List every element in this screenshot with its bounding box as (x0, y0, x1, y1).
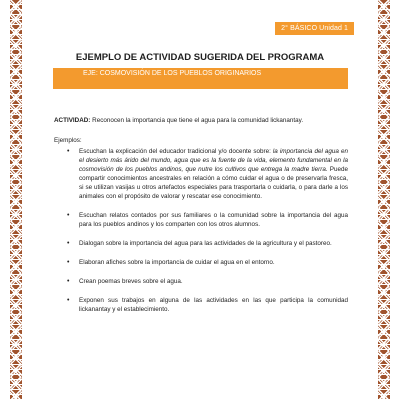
list-item: • Exponen sus trabajos en alguna de las actividades en las que participa la comunidad lickanantay y el establecimiento. (79, 296, 348, 314)
examples-label: Ejemplos: (54, 137, 82, 144)
activity-statement (54, 116, 348, 125)
activity-text: Reconocen la importancia que tiene el agua para la comunidad lickanantay. (90, 117, 304, 124)
activity-label: ACTIVIDAD: (54, 117, 91, 124)
list-item: • Escuchan relatos contados por sus familiares o la comunidad sobre la importancia del agua para los pueblos andinos y los comparten con los otros alumnos. (79, 211, 348, 229)
decorative-border-right (376, 0, 392, 400)
page-title: EJEMPLO DE ACTIVIDAD SUGERIDA DEL PROGRAMA (75, 52, 325, 63)
activity-content (54, 116, 348, 324)
decorative-border-left (8, 0, 24, 400)
list-item: • Elaboran afiches sobre la importancia de cuidar el agua en el entorno. (79, 258, 348, 267)
list-item: • Escuchan la explicación del educador tradicional y/o docente sobre: la importancia del agua en el desierto más árido del mundo, agua que es la fuente de la vida, elemento fundamental en la cosmovisión de los pueblos andinos, que nutre los cultivos que entrega la madre tierra. Puede compartir conocimientos ancestrales en relación a cómo cuidar el agua o de preservarla fresca, si se utilizan vasijas u otros artefactos especiales para trasportarla o cuidarla, o para darle a los animales con el propósito de valorar y rescatar ese conocimiento. (79, 147, 348, 201)
list-item: • Crean poemas breves sobre el agua. (79, 277, 348, 286)
examples-list (54, 147, 348, 314)
grade-unit-badge: 2° BÁSICO Unidad 1 (275, 22, 354, 35)
axis-banner: EJE: COSMOVISIÓN DE LOS PUEBLOS ORIGINARIOS (53, 68, 348, 89)
list-item: • Dialogan sobre la importancia del agua para las actividades de la agricultura y el pastoreo. (79, 239, 348, 248)
